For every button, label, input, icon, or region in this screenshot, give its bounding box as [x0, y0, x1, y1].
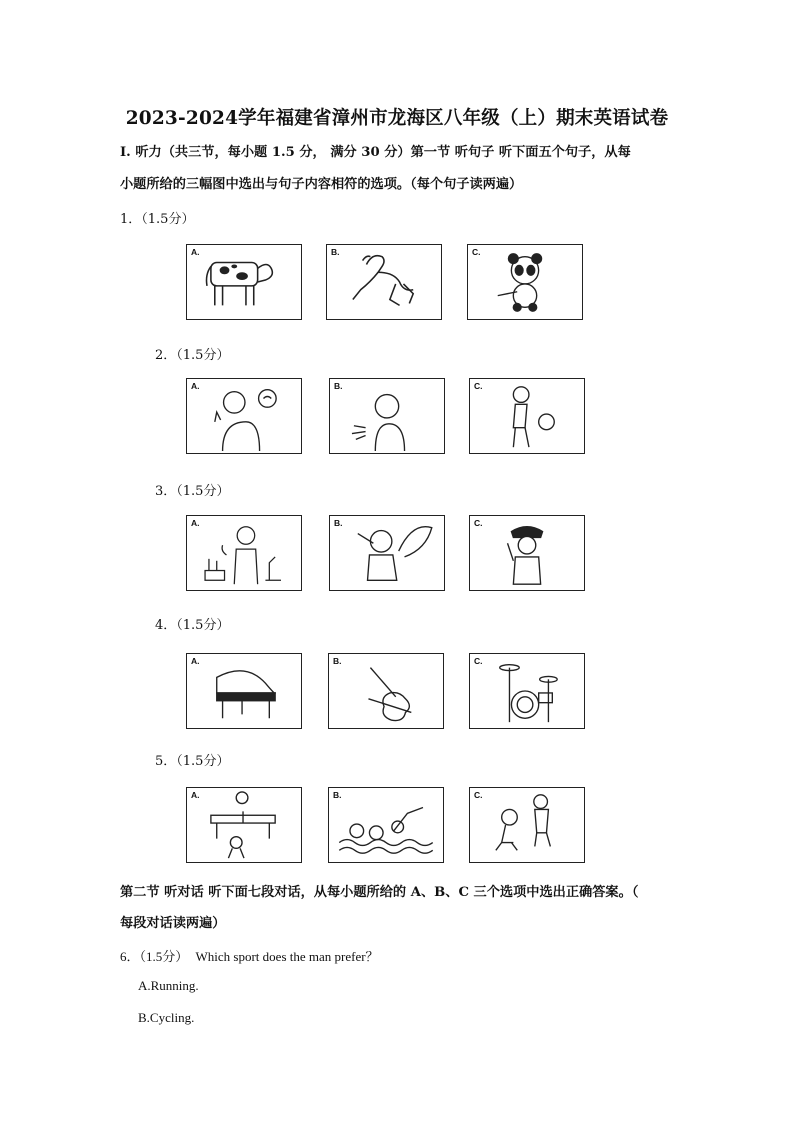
toothache-icon	[187, 379, 301, 453]
option-label: C.	[474, 518, 483, 528]
q4-option-a-piano-picture[interactable]	[186, 653, 302, 729]
q1-option-b-horse-picture[interactable]	[326, 244, 442, 320]
police-officer-icon	[470, 516, 584, 590]
piano-icon	[187, 654, 301, 728]
question-1-number: 1．（1.5分）	[120, 212, 195, 227]
astronaut-icon	[330, 516, 444, 590]
skating-icon	[470, 788, 584, 862]
option-label: A.	[191, 656, 200, 666]
q3-option-a-scientist-picture[interactable]	[186, 515, 302, 591]
question-6-text: Which sport does the man prefer？	[195, 949, 379, 964]
section2-instructions-line2: 每段对话读两遍）	[120, 916, 226, 931]
section2-instructions-line1: 第二节 听对话 听下面七段对话，从每小题所给的 A、B、C 三个选项中选出正确答案。（	[120, 885, 639, 900]
panda-icon	[468, 245, 582, 319]
q3-option-c-police-officer-picture[interactable]	[469, 515, 585, 591]
q2-option-a-toothache-picture[interactable]	[186, 378, 302, 454]
section1-instructions-line1: Ⅰ. 听力（共三节，每小题 1.5 分， 满分 30 分）第一节 听句子 听下面五个句子，从每	[120, 145, 631, 160]
cough-icon	[330, 379, 444, 453]
section1-instructions-line2: 小题所给的三幅图中选出与句子内容相符的选项。（每个句子读两遍）	[120, 177, 523, 192]
question-2-number: 2．（1.5分）	[155, 348, 230, 363]
option-label: B.	[331, 247, 340, 257]
q5-option-c-skating-picture[interactable]	[469, 787, 585, 863]
swimming-icon	[329, 788, 443, 862]
q4-option-b-violin-picture[interactable]	[328, 653, 444, 729]
option-label: C.	[474, 790, 483, 800]
q5-option-a-ping-pong-picture[interactable]	[186, 787, 302, 863]
violin-icon	[329, 654, 443, 728]
option-label: B.	[334, 518, 343, 528]
q3-option-b-astronaut-picture[interactable]	[329, 515, 445, 591]
option-label: C.	[474, 381, 483, 391]
drums-icon	[470, 654, 584, 728]
option-label: A.	[191, 518, 200, 528]
option-label: C.	[472, 247, 481, 257]
stomachache-icon	[470, 379, 584, 453]
q5-option-b-swimming-picture[interactable]	[328, 787, 444, 863]
option-label: B.	[333, 790, 342, 800]
question-5-number: 5．（1.5分）	[155, 754, 230, 769]
question-4-number: 4．（1.5分）	[155, 618, 230, 633]
option-label: B.	[333, 656, 342, 666]
question-6-number: 6．（1.5分）	[120, 949, 189, 964]
option-label: A.	[191, 381, 200, 391]
q2-option-c-stomachache-picture[interactable]	[469, 378, 585, 454]
question-3-number: 3．（1.5分）	[155, 484, 230, 499]
q1-option-c-panda-picture[interactable]	[467, 244, 583, 320]
option-label: A.	[191, 790, 200, 800]
question-6	[120, 946, 379, 965]
q1-option-a-cow-picture[interactable]	[186, 244, 302, 320]
q6-option-b[interactable]: B.Cycling.	[138, 1010, 195, 1025]
q4-option-c-drums-picture[interactable]	[469, 653, 585, 729]
option-label: B.	[334, 381, 343, 391]
ping-pong-icon	[187, 788, 301, 862]
q2-option-b-cough-picture[interactable]	[329, 378, 445, 454]
horse-icon	[327, 245, 441, 319]
scientist-icon	[187, 516, 301, 590]
option-label: A.	[191, 247, 200, 257]
page-title: 2023-2024学年福建省漳州市龙海区八年级（上）期末英语试卷	[125, 108, 669, 129]
option-label: C.	[474, 656, 483, 666]
q6-option-a[interactable]: A.Running.	[138, 978, 199, 993]
cow-icon	[187, 245, 301, 319]
